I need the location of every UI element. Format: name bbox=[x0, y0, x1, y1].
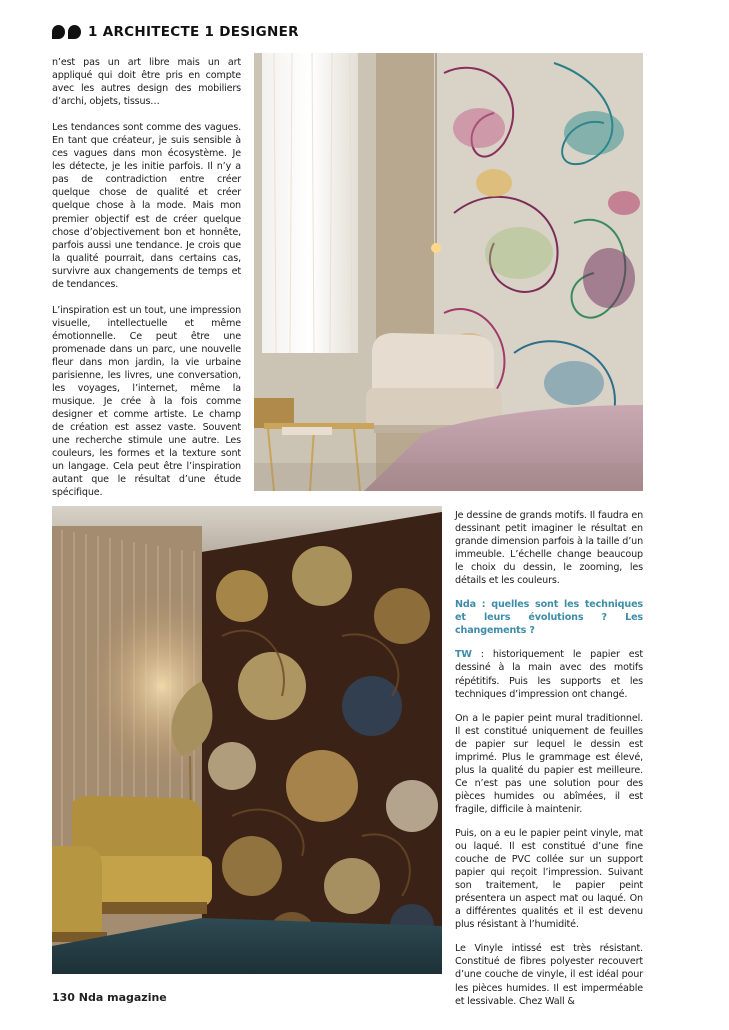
living-room-dark-floral-wallpaper-photo bbox=[52, 506, 442, 974]
paragraph: Je dessine de grands motifs. Il faudra en dessinant petit imaginer le résultat en grande dimension parfois à la taille d’un immeuble. L’échelle change beaucoup le choix du dessin, le zooming, les détails et les couleurs. bbox=[455, 510, 643, 587]
paragraph: n’est pas un art libre mais un art appliqué qui doit être pris en compte avec les autres design des mobiliers d’archi, objets, tissus… bbox=[52, 57, 241, 108]
paragraph: L’inspiration est un tout, une impression visuelle, intellectuelle et même émotionnelle. Ce peut être une promenade dans un parc, une nouvelle fleur dans mon jardin, la vie urbaine parisienne, les livres, une conversation, les voyages, l’internet, même la musique. Je crée à la fois comme designer et comme artiste. Le champ de création est assez vaste. Souvent une recherche stimule une autre. Les couleurs, les formes et la texture sont un langage. Cela peut être l’inspiration autant que le résultat d’une étude spécifique. bbox=[52, 304, 241, 499]
left-text-column bbox=[52, 56, 241, 513]
paragraph: Le Vinyle intissé est très résistant. Constitué de fibres polyester recouvert d’une couche de vinyle, il est idéal pour les pièces humides. Il est imperméable et lessivable. Chez Wall & bbox=[455, 943, 643, 1007]
answer-text: : historiquement le papier est dessiné à la main avec des motifs répétitifs. Puis les supports et les techniques d’impression ont changé. bbox=[455, 649, 643, 700]
quote-mark-icon bbox=[52, 25, 65, 39]
paragraph: Puis, on a eu le papier peint vinyle, mat ou laqué. Il est constitué d’une fine couche de PVC collée sur un support papier qui reçoit l’impression. Suivant son traitement, le papier peint présentera un aspect mat ou laqué. On a différentes qualités et il est devenu plus résistant à l’humidité. bbox=[455, 827, 643, 931]
page-header bbox=[52, 22, 299, 42]
interview-question: Nda : quelles sont les techniques et leurs évolutions ? Les changements ? bbox=[455, 599, 643, 637]
paragraph: Les tendances sont comme des vagues. En tant que créateur, je suis sensible à ces vagues dans mon écosystème. Je les détecte, je les initie parfois. Il n’y a pas de contradiction entre créer quelque chose de qualité et créer quelque chose à la mode. Mais mon premier objectif est de créer quelque chose d’objectivement bon et honnête, parfois aussi une tendance. Je crois que la qualité pourrait, dans certains cas, survivre aux changements de temps et de tendances. bbox=[52, 122, 241, 290]
interview-answer bbox=[455, 648, 643, 700]
bedroom-floral-wallpaper-photo bbox=[254, 53, 643, 491]
right-text-column bbox=[455, 509, 643, 1019]
section-title: 1 ARCHITECTE 1 DESIGNER bbox=[88, 24, 299, 40]
quote-mark-icon bbox=[68, 25, 81, 39]
paragraph: On a le papier peint mural traditionnel. Il est constitué uniquement de feuilles de papier sur lequel le dessin est imprimé. Plus le grammage est élevé, plus la qualité du papier est meilleure. Ce n’est pas une solution pour des pièces humides ou abîmées, il est fragile, difficile à maintenir. bbox=[455, 712, 643, 815]
speaker-label: TW bbox=[455, 649, 472, 661]
page-footer: 130 Nda magazine bbox=[52, 991, 167, 1004]
